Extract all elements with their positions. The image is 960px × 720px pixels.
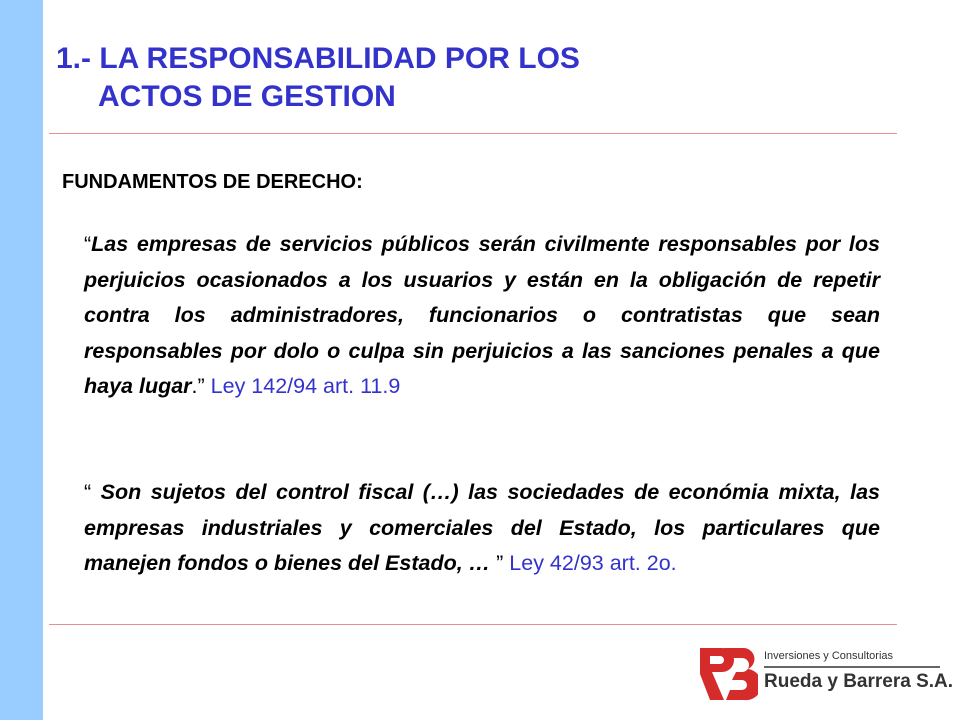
company-logo [698, 644, 954, 704]
logo-divider [764, 666, 940, 668]
quote-2-open-mark: “ [84, 480, 101, 504]
quote-paragraph-1 [84, 227, 880, 405]
left-accent-bar [0, 0, 43, 720]
quote-1-citation: Ley 142/94 art. 11.9 [210, 374, 401, 399]
top-divider [49, 133, 897, 134]
quote-1-text: Las empresas de servicios públicos serán civilmente responsables por los perjuicios ocasionados a los usuarios y están en la obligación de repetir contra los administradores, funcionarios o contratistas que sean responsables por dolo o culpa sin perjuicios a las sanciones penales a que haya lugar [84, 232, 880, 399]
quote-1-open-mark: “ [84, 232, 92, 256]
bottom-divider [49, 624, 897, 625]
page-title [56, 40, 916, 116]
section-subheading: FUNDAMENTOS DE DERECHO: [62, 171, 363, 193]
title-line-2: ACTOS DE GESTION [98, 80, 396, 113]
logo-company-name: Rueda y Barrera S.A. [764, 671, 954, 692]
logo-tagline: Inversiones y Consultorias [764, 650, 894, 662]
rb-monogram-icon [698, 644, 758, 704]
quote-paragraph-2 [84, 475, 880, 582]
quote-2-citation: Ley 42/93 art. 2o. [509, 551, 677, 576]
quote-2-text: Son sujetos del control fiscal (…) las sociedades de económia mixta, las empresas industriales y comerciales del Estado, los particulares que manejen fondos o bienes del Estado, … [84, 480, 880, 576]
quote-1-close-mark: .” [191, 374, 211, 399]
quote-2-close-mark: ” [496, 551, 510, 576]
title-line-1: 1.- LA RESPONSABILIDAD POR LOS [56, 42, 580, 75]
